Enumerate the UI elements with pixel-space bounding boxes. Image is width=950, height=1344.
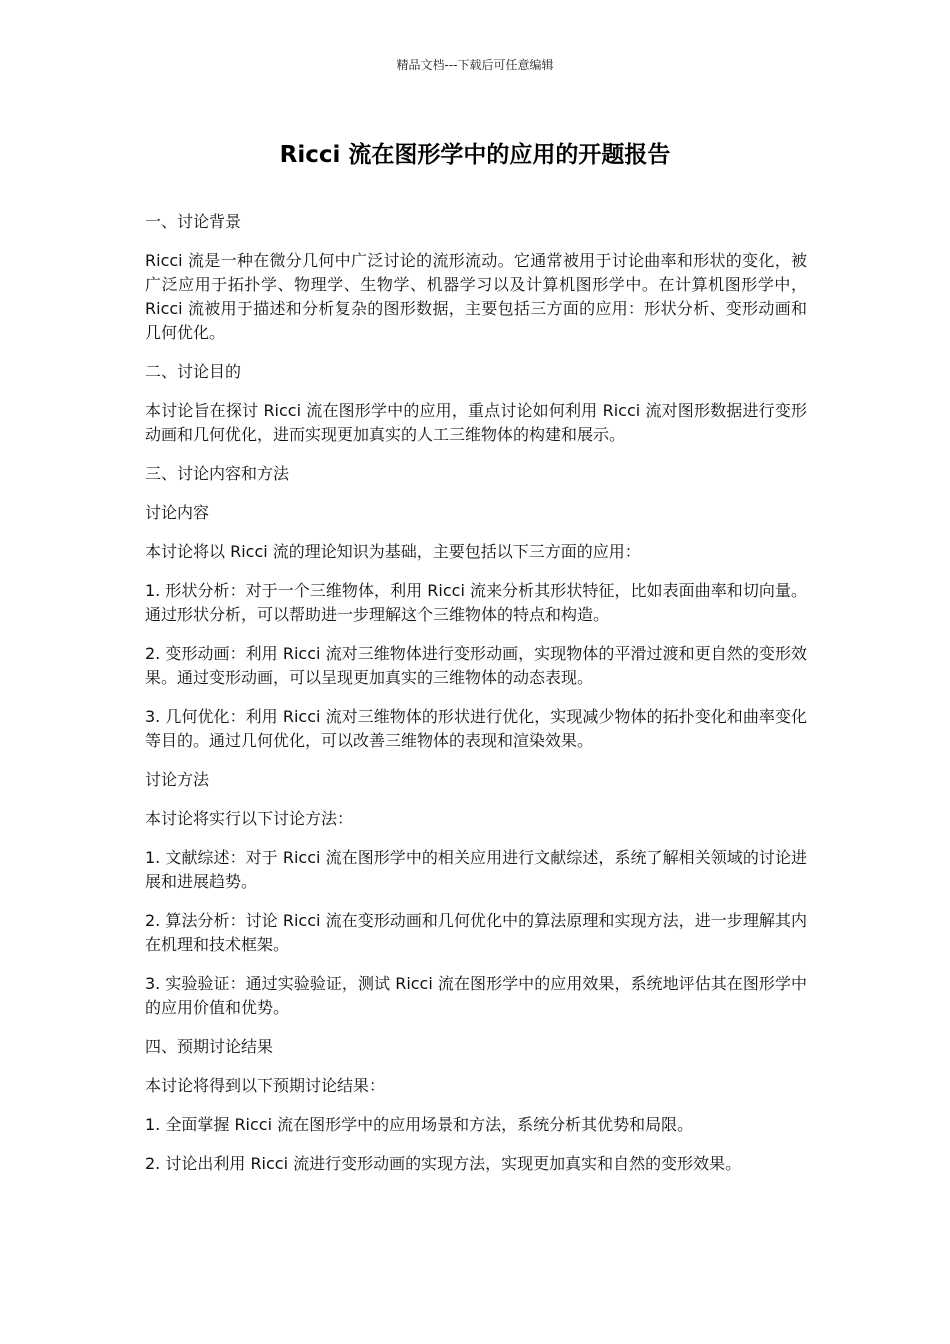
paragraph-results-intro: 本讨论将得到以下预期讨论结果： (145, 1076, 386, 1095)
section-heading-expected-results: 四、预期讨论结果 (145, 1037, 274, 1056)
paragraph-content-intro: 本讨论将以 Ricci 流的理论知识为基础，主要包括以下三方面的应用： (145, 542, 641, 561)
paragraph-background: Ricci 流是一种在微分几何中广泛讨论的流形流动。它通常被用于讨论曲率和形状的变化，被广泛应用于拓扑学、物理学、生物学、机器学习以及计算机图形学中。在计算机图形学中，Ricci 流被用于描述和分析复杂的图形数据，主要包括三方面的应用：形状分析、变形动画和几何优化。 (145, 251, 807, 342)
page-header-note: 精品文档---下载后可任意编辑 (396, 58, 554, 72)
document-body (145, 210, 807, 1191)
paragraph-methods-intro: 本讨论将实行以下讨论方法： (145, 809, 354, 828)
list-item-experimental-validation: 3. 实验验证：通过实验验证，测试 Ricci 流在图形学中的应用效果，系统地评估其在图形学中的应用价值和优势。 (145, 974, 807, 1017)
section-heading-purpose: 二、讨论目的 (145, 362, 242, 381)
subheading-content: 讨论内容 (145, 503, 210, 522)
list-item-result-1: 1. 全面掌握 Ricci 流在图形学中的应用场景和方法，系统分析其优势和局限。 (145, 1115, 694, 1134)
subheading-methods: 讨论方法 (145, 770, 210, 789)
document-title: Ricci 流在图形学中的应用的开题报告 (279, 142, 671, 168)
list-item-result-2: 2. 讨论出利用 Ricci 流进行变形动画的实现方法，实现更加真实和自然的变形效果。 (145, 1154, 742, 1173)
list-item-algorithm-analysis: 2. 算法分析：讨论 Ricci 流在变形动画和几何优化中的算法原理和实现方法，进一步理解其内在机理和技术框架。 (145, 911, 807, 954)
list-item-geometric-optimization: 3. 几何优化：利用 Ricci 流对三维物体的形状进行优化，实现减少物体的拓扑变化和曲率变化等目的。通过几何优化，可以改善三维物体的表现和渲染效果。 (145, 707, 807, 750)
section-heading-content-methods: 三、讨论内容和方法 (145, 464, 290, 483)
section-heading-background: 一、讨论背景 (145, 212, 242, 231)
paragraph-purpose: 本讨论旨在探讨 Ricci 流在图形学中的应用，重点讨论如何利用 Ricci 流对图形数据进行变形动画和几何优化，进而实现更加真实的人工三维物体的构建和展示。 (145, 401, 807, 444)
list-item-shape-analysis: 1. 形状分析：对于一个三维物体，利用 Ricci 流来分析其形状特征，比如表面曲率和切向量。通过形状分析，可以帮助进一步理解这个三维物体的特点和构造。 (145, 581, 807, 624)
list-item-literature-review: 1. 文献综述：对于 Ricci 流在图形学中的相关应用进行文献综述，系统了解相关领域的讨论进展和进展趋势。 (145, 848, 807, 891)
list-item-deformation-animation: 2. 变形动画：利用 Ricci 流对三维物体进行变形动画，实现物体的平滑过渡和更自然的变形效果。通过变形动画，可以呈现更加真实的三维物体的动态表现。 (145, 644, 807, 687)
